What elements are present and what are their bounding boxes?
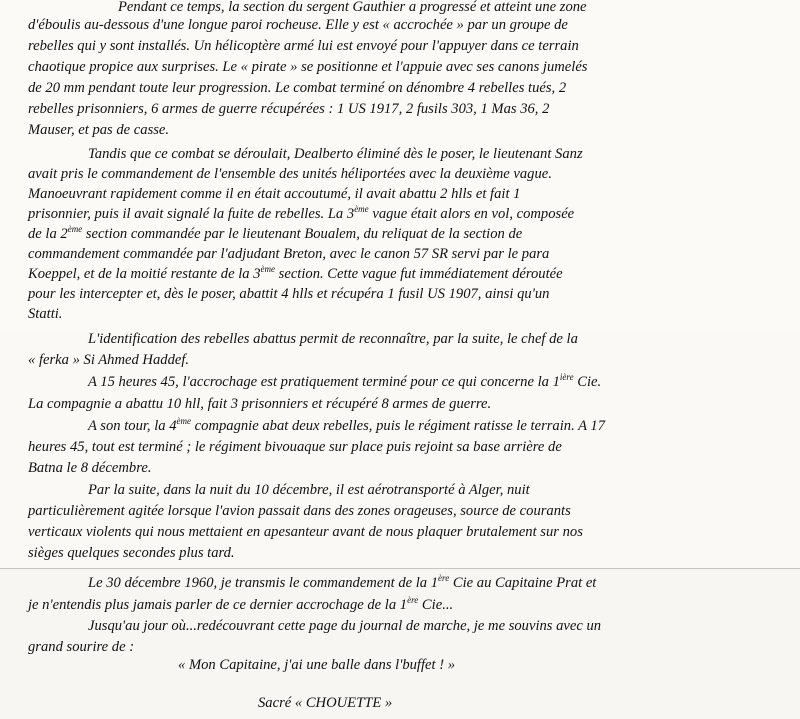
text-line: L'identification des rebelles abattus permit de reconnaître, par la suite, le chef de la (88, 331, 578, 347)
text-line: Batna le 8 décembre. (28, 460, 152, 476)
text-line: La compagnie a abattu 10 hll, fait 3 prisonniers et récupéré 8 armes de guerre. (28, 396, 492, 412)
text-line: chaotique propice aux surprises. Le « pirate » se positionne et l'appuie avec ses canons jumelés (28, 59, 588, 75)
text-line: Mauser, et pas de casse. (28, 122, 170, 138)
text-line: Par la suite, dans la nuit du 10 décembre, il est aérotransporté à Alger, nuit (88, 482, 530, 498)
text-line: rebelles qui y sont installés. Un hélicoptère armé lui est envoyé pour l'appuyer dans ce terrain (28, 38, 579, 54)
text-line: d'éboulis au-dessous d'une longue paroi rocheuse. Elle y est « accrochée » par un groupe de (28, 17, 568, 33)
text-line: A 15 heures 45, l'accrochage est pratiquement terminé pour ce qui concerne la $1^{ière}$ Cie. (88, 372, 602, 390)
quote-line: « Mon Capitaine, j'ai une balle dans l'buffet ! » (178, 657, 456, 673)
text-line: commandement commandée par l'adjudant Breton, avec le canon 57 SR servi par le para (28, 246, 550, 262)
text-line: prisonnier, puis il avait signalé la fuite de rebelles. La 3ème vague était alors en vol, composée (28, 204, 575, 222)
signature-line: Sacré « CHOUETTE » (258, 695, 393, 711)
text-line: avait pris le commandement de l'ensemble des unités héliportées avec la deuxième vague. (28, 166, 552, 182)
text-line: Statti. (28, 306, 63, 322)
text-line: Tandis que ce combat se déroulait, Dealberto éliminé dès le poser, le lieutenant Sanz (88, 146, 583, 162)
text-line: sièges quelques secondes plus tard. (28, 545, 235, 561)
text-line: Koeppel, et de la moitié restante de la 3ème section. Cette vague fut immédiatement déroutée (28, 264, 563, 282)
text-line: de la 2ème section commandée par le lieutenant Boualem, du reliquat de la section de (28, 224, 523, 242)
text-line: Manoeuvrant rapidement comme il en était accoutumé, il avait abattu 2 hlls et fait 1 (28, 186, 521, 202)
text-line: grand sourire de : (28, 639, 135, 655)
text-line: A son tour, la 4ème compagnie abat deux rebelles, puis le régiment ratisse le terrain. A 17 (88, 416, 606, 434)
text-line: rebelles prisonniers, 6 armes de guerre récupérées : 1 US 1917, 2 fusils 303, 1 Mas 36, 2 (28, 101, 550, 117)
text-line: particulièrement agitée lorsque l'avion passait dans des zones orageuses, source de courants (28, 503, 571, 519)
text-line: pour les intercepter et, dès le poser, abattit 4 hlls et récupéra 1 fusil US 1907, ainsi qu'un (28, 286, 550, 302)
text-line: Le 30 décembre 1960, je transmis le commandement de la 1ère Cie au Capitaine Prat et (88, 573, 597, 591)
page-separator (0, 568, 800, 569)
text-line: Pendant ce temps, la section du sergent Gauthier a progressé et atteint une zone (118, 0, 587, 15)
text-line: je n'entendis plus jamais parler de ce dernier accrochage de la 1ère Cie... (28, 595, 454, 613)
text-line: verticaux violents qui nous mettaient en apesanteur avant de nous plaquer brutalement sur nos (28, 524, 583, 540)
text-line: de 20 mm pendant toute leur progression. Le combat terminé on dénombre 4 rebelles tués, 2 (28, 80, 567, 96)
text-line: « ferka » Si Ahmed Haddef. (28, 352, 190, 368)
text-line: Jusqu'au jour où...redécouvrant cette page du journal de marche, je me souvins avec un (88, 618, 602, 634)
text-line: heures 45, tout est terminé ; le régiment bivouaque sur place puis rejoint sa base arrière de (28, 439, 562, 455)
